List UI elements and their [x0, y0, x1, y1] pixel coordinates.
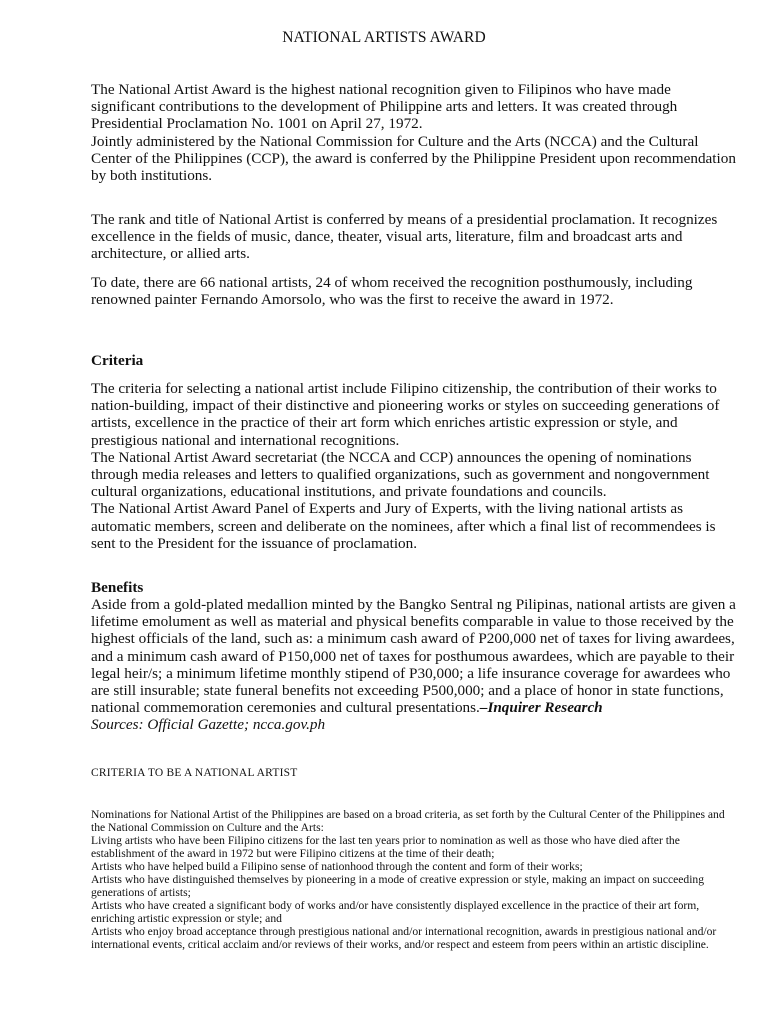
criteria-section: [91, 380, 736, 552]
criteria-line: Artists who have distinguished themselves by pioneering in a mode of creative expression or style, making an impact on succeeding generations of artists;: [91, 873, 705, 899]
intro-paragraph: The National Artist Award is the highest national recognition given to Filipinos who have made significant contributions to the development of Philippine arts and letters. It was created through Presidential Proclamation No. 1001 on April 27, 1972.: [91, 81, 678, 133]
criteria-to-be-section: [91, 808, 736, 951]
criteria-line: Artists who have helped build a Filipino sense of nationhood through the content and form of their works;: [91, 860, 583, 873]
intro-paragraph: Jointly administered by the National Commission for Culture and the Arts (NCCA) and the Cultural Center of the Philippines (CCP), the award is conferred by the Philippine President upon recommendation by both institutions.: [91, 132, 736, 185]
criteria-paragraph: The National Artist Award Panel of Experts and Jury of Experts, with the living national artists as automatic members, screen and deliberate on the nominees, after which a final list of recommendees is sent to the President for the issuance of proclamation.: [91, 500, 716, 552]
benefits-text: Aside from a gold-plated medallion minted by the Bangko Sentral ng Pilipinas, national artists are given a lifetime emolument as well as material and physical benefits comparable in value to those received by the highest officials of the land, such as: a minimum cash award of P200,000 net of taxes for living awardees, and a minimum cash award of P150,000 net of taxes for posthumous awardees, which are payable to their legal heir/s; a minimum lifetime monthly stipend of P30,000; a life insurance coverage for awardees who are still insurable; state funeral benefits not exceeding P500,000; and a place of honor in state functions, national commemoration ceremonies and cultural presentations.: [91, 596, 736, 717]
benefits-credit: –Inquirer Research: [479, 699, 603, 717]
criteria-line: Artists who have created a significant body of works and/or have consistently displayed excellence in the practice of their art form, enriching artistic expression or style; and: [91, 899, 700, 925]
benefits-section: [91, 596, 736, 734]
criteria-paragraph: The National Artist Award secretariat (the NCCA and CCP) announces the opening of nominations through media releases and letters to qualified organizations, such as government and nongovernment cultural organizations, educational institutions, and private foundations and councils.: [91, 448, 710, 501]
benefits-paragraph: [91, 596, 736, 716]
document-title: NATIONAL ARTISTS AWARD: [282, 29, 486, 46]
criteria-heading: Criteria: [91, 352, 144, 369]
date-paragraph: To date, there are 66 national artists, 24 of whom received the recognition posthumously, including renowned painter Fernando Amorsolo, who was the first to receive the award in 1972.: [91, 274, 693, 309]
sources-line: Sources: Official Gazette; ncca.gov.ph: [91, 716, 326, 734]
rank-paragraph: The rank and title of National Artist is conferred by means of a presidential proclamation. It recognizes excellence in the fields of music, dance, theater, visual arts, literature, film and broadcast arts and architecture, or allied arts.: [91, 211, 718, 263]
criteria-to-be-heading: CRITERIA TO BE A NATIONAL ARTIST: [91, 767, 298, 779]
benefits-heading: Benefits: [91, 579, 144, 596]
date-section: [91, 274, 736, 308]
criteria-line: Artists who enjoy broad acceptance through prestigious national and/or international recognition, awards in prestigious national and/or international events, critical acclaim and/or reviews of their works, and/or respect and esteem from peers within an artistic discipline.: [91, 925, 717, 951]
criteria-line: Nominations for National Artist of the Philippines are based on a broad criteria, as set forth by the Cultural Center of the Philippines and the National Commission on Culture and the Arts:: [91, 808, 725, 834]
rank-section: [91, 211, 736, 263]
intro-section: [91, 81, 736, 184]
criteria-line: Living artists who have been Filipino citizens for the last ten years prior to nomination as well as those who have died after the establishment of the award in 1972 but were Filipino citizens at the time of their death;: [91, 834, 680, 860]
criteria-paragraph: The criteria for selecting a national artist include Filipino citizenship, the contribution of their works to nation-building, impact of their distinctive and pioneering works or styles on succeeding generations of artists, excellence in the practice of their art form which enriches artistic expression or style, and prestigious national and international recognitions.: [91, 380, 720, 449]
